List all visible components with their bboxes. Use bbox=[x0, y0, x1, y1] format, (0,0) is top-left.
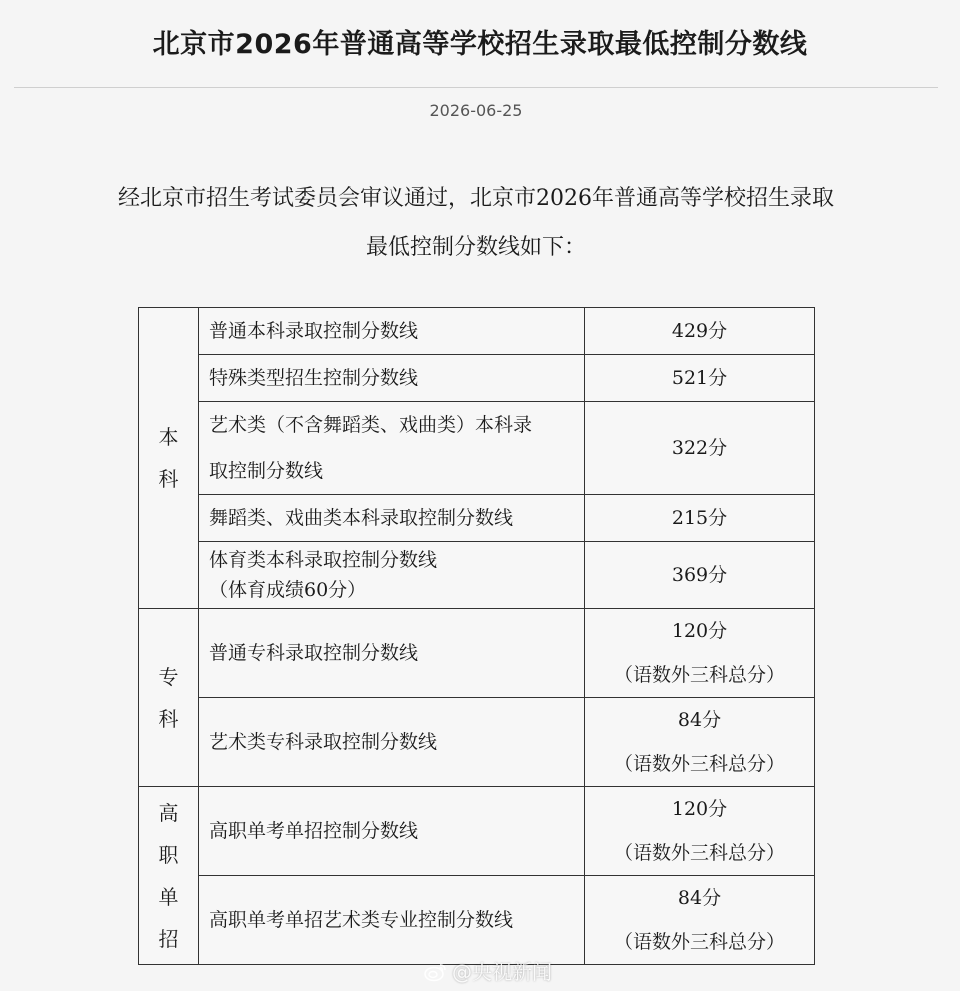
table-row bbox=[139, 876, 815, 965]
item-label: 高职单考单招控制分数线 bbox=[199, 787, 585, 876]
category-undergraduate: 本 科 bbox=[139, 308, 199, 609]
score-value: 120分 （语数外三科总分） bbox=[585, 787, 815, 876]
score-value: 120分 （语数外三科总分） bbox=[585, 609, 815, 698]
watermark-text: @央视新闻 bbox=[452, 960, 552, 984]
item-label: 艺术类（不含舞蹈类、戏曲类）本科录 取控制分数线 bbox=[199, 402, 585, 495]
table-row bbox=[139, 609, 815, 698]
score-value: 322分 bbox=[585, 402, 815, 495]
item-label: 体育类本科录取控制分数线 （体育成绩60分） bbox=[199, 542, 585, 609]
score-value: 521分 bbox=[585, 355, 815, 402]
score-value: 215分 bbox=[585, 495, 815, 542]
item-label: 高职单考单招艺术类专业控制分数线 bbox=[199, 876, 585, 965]
table-row bbox=[139, 542, 815, 609]
category-junior-college: 专 科 bbox=[139, 609, 199, 787]
table-row bbox=[139, 308, 815, 355]
category-vocational-single-exam: 高 职 单 招 bbox=[139, 787, 199, 965]
score-value: 84分 （语数外三科总分） bbox=[585, 876, 815, 965]
table-row bbox=[139, 698, 815, 787]
intro-line-1: 经北京市招生考试委员会审议通过，北京市2026年普通高等学校招生录取 bbox=[118, 186, 834, 211]
table-row bbox=[139, 355, 815, 402]
table-row bbox=[139, 402, 815, 495]
table-row bbox=[139, 787, 815, 876]
score-value: 429分 bbox=[585, 308, 815, 355]
publish-date: 2026-06-25 bbox=[429, 101, 523, 120]
page-title: 北京市2026年普通高等学校招生录取最低控制分数线 bbox=[152, 29, 808, 60]
table-row bbox=[139, 495, 815, 542]
score-value: 369分 bbox=[585, 542, 815, 609]
item-label: 特殊类型招生控制分数线 bbox=[199, 355, 585, 402]
item-label: 普通专科录取控制分数线 bbox=[199, 609, 585, 698]
title-divider bbox=[14, 87, 938, 88]
item-label: 舞蹈类、戏曲类本科录取控制分数线 bbox=[199, 495, 585, 542]
intro-line-2: 最低控制分数线如下： bbox=[365, 235, 586, 260]
weibo-icon bbox=[424, 962, 448, 982]
score-table bbox=[138, 307, 815, 965]
watermark bbox=[424, 956, 552, 985]
item-label: 艺术类专科录取控制分数线 bbox=[199, 698, 585, 787]
score-value: 84分 （语数外三科总分） bbox=[585, 698, 815, 787]
item-label: 普通本科录取控制分数线 bbox=[199, 308, 585, 355]
